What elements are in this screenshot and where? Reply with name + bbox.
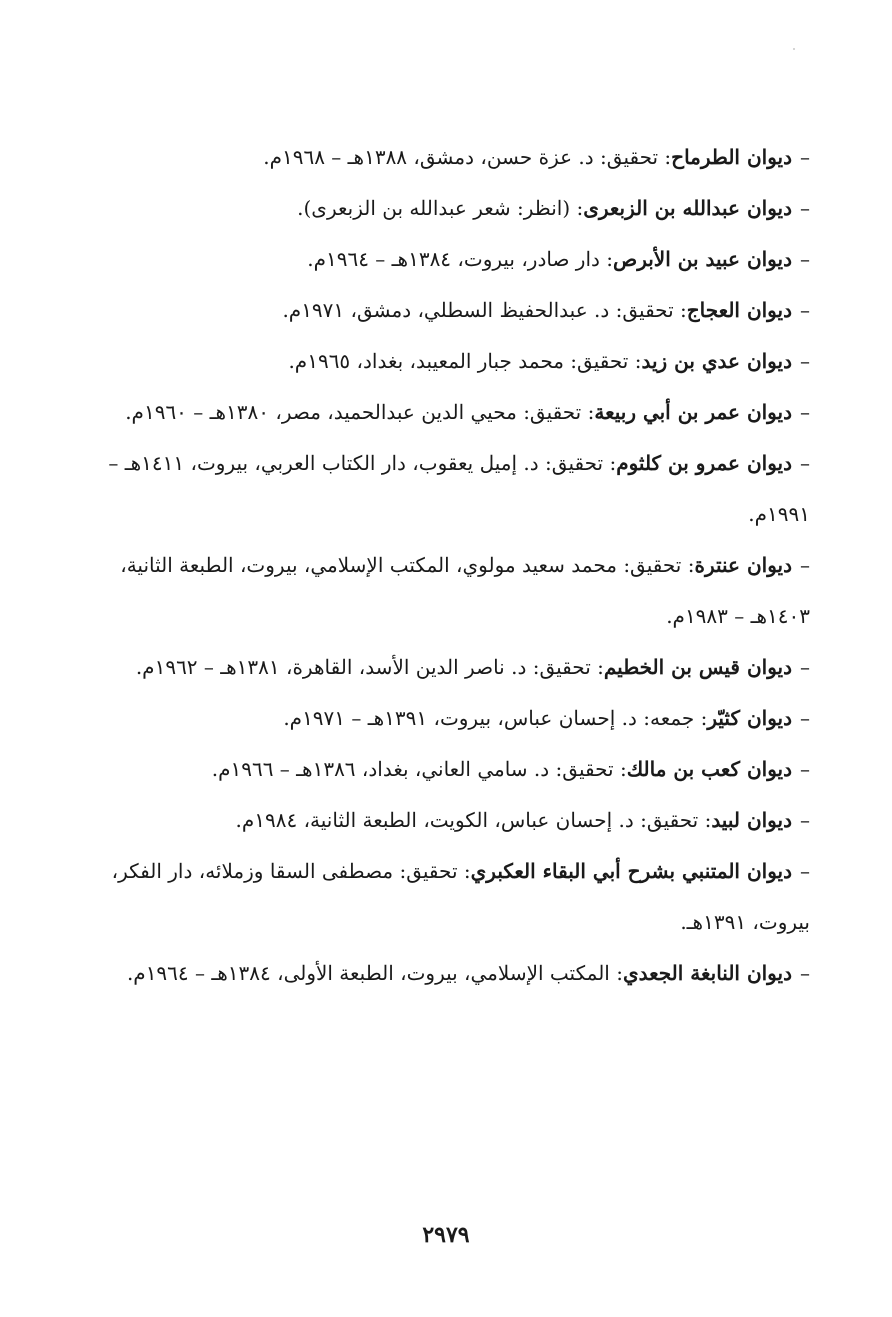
page-number: ٢٩٧٩ [422, 1222, 470, 1248]
entry-details: : تحقيق: د. سامي العاني، بغداد، ١٣٨٦هـ – ١٩٦٦م. [211, 757, 627, 781]
entry-title: ديوان عمرو بن كلثوم [616, 451, 792, 475]
paper-speck [793, 48, 795, 50]
bibliography-entry [80, 234, 810, 285]
entry-details: : المكتب الإسلامي، بيروت، الطبعة الأولى، ١٣٨٤هـ – ١٩٦٤م. [126, 961, 623, 985]
entry-title: ديوان عنترة [694, 553, 792, 577]
bibliography-entry [80, 438, 810, 540]
bibliography-entry [80, 387, 810, 438]
entry-dash: – [800, 655, 810, 679]
entry-title: ديوان الطرماح [671, 145, 792, 169]
entry-dash: – [800, 808, 810, 832]
entry-title: ديوان المتنبي بشرح أبي البقاء العكبري [470, 859, 792, 883]
entry-title: ديوان لبيد [711, 808, 792, 832]
entry-title: ديوان كثيّر [707, 706, 792, 730]
bibliography-entry [80, 693, 810, 744]
entry-details: : تحقيق: د. إحسان عباس، الكويت، الطبعة الثانية، ١٩٨٤م. [235, 808, 712, 832]
bibliography-entry [80, 132, 810, 183]
entry-details: : تحقيق: مصطفى السقا وزملائه، دار الفكر، بيروت، ١٣٩١هـ. [111, 859, 810, 934]
entry-details: : تحقيق: د. عزة حسن، دمشق، ١٣٨٨هـ – ١٩٦٨م. [263, 145, 672, 169]
entry-details: : (انظر: شعر عبدالله بن الزبعرى). [297, 196, 584, 220]
bibliography-entry [80, 540, 810, 642]
entry-title: ديوان عدي بن زيد [641, 349, 792, 373]
entry-dash: – [800, 859, 810, 883]
entry-title: ديوان عبدالله بن الزبعرى [583, 196, 792, 220]
entry-title: ديوان عمر بن أبي ربيعة [594, 400, 792, 424]
entry-details: : تحقيق: محمد جبار المعيبد، بغداد، ١٩٦٥م. [288, 349, 642, 373]
entry-details: : جمعه: د. إحسان عباس، بيروت، ١٣٩١هـ – ١٩٧١م. [283, 706, 708, 730]
bibliography-entry [80, 846, 810, 948]
entry-dash: – [800, 145, 810, 169]
bibliography-entry [80, 795, 810, 846]
bibliography-entry [80, 948, 810, 999]
entry-dash: – [800, 298, 810, 322]
entry-details: : تحقيق: د. عبدالحفيظ السطلي، دمشق، ١٩٧١م. [282, 298, 687, 322]
entry-dash: – [800, 349, 810, 373]
entry-dash: – [800, 451, 810, 475]
entry-dash: – [800, 400, 810, 424]
entry-dash: – [800, 706, 810, 730]
entry-details: : تحقيق: محيي الدين عبدالحميد، مصر، ١٣٨٠هـ – ١٩٦٠م. [125, 400, 595, 424]
entry-dash: – [800, 247, 810, 271]
entry-details: : دار صادر، بيروت، ١٣٨٤هـ – ١٩٦٤م. [307, 247, 614, 271]
bibliography-list [80, 132, 810, 999]
bibliography-entry [80, 642, 810, 693]
entry-title: ديوان كعب بن مالك [626, 757, 792, 781]
entry-title: ديوان النابغة الجعدي [622, 961, 792, 985]
entry-title: ديوان العجاج [686, 298, 792, 322]
entry-title: ديوان عبيد بن الأبرص [613, 247, 792, 271]
entry-dash: – [800, 757, 810, 781]
entry-details: : تحقيق: د. إميل يعقوب، دار الكتاب العربي، بيروت، ١٤١١هـ – ١٩٩١م. [108, 451, 810, 526]
bibliography-entry [80, 285, 810, 336]
entry-title: ديوان قيس بن الخطيم [603, 655, 792, 679]
entry-dash: – [800, 961, 810, 985]
bibliography-entry [80, 336, 810, 387]
entry-details: : تحقيق: د. ناصر الدين الأسد، القاهرة، ١٣٨١هـ – ١٩٦٢م. [135, 655, 604, 679]
entry-details: : تحقيق: محمد سعيد مولوي، المكتب الإسلامي، بيروت، الطبعة الثانية، ١٤٠٣هـ – ١٩٨٣م. [120, 553, 810, 628]
entry-dash: – [800, 553, 810, 577]
entry-dash: – [800, 196, 810, 220]
bibliography-entry [80, 183, 810, 234]
bibliography-entry [80, 744, 810, 795]
